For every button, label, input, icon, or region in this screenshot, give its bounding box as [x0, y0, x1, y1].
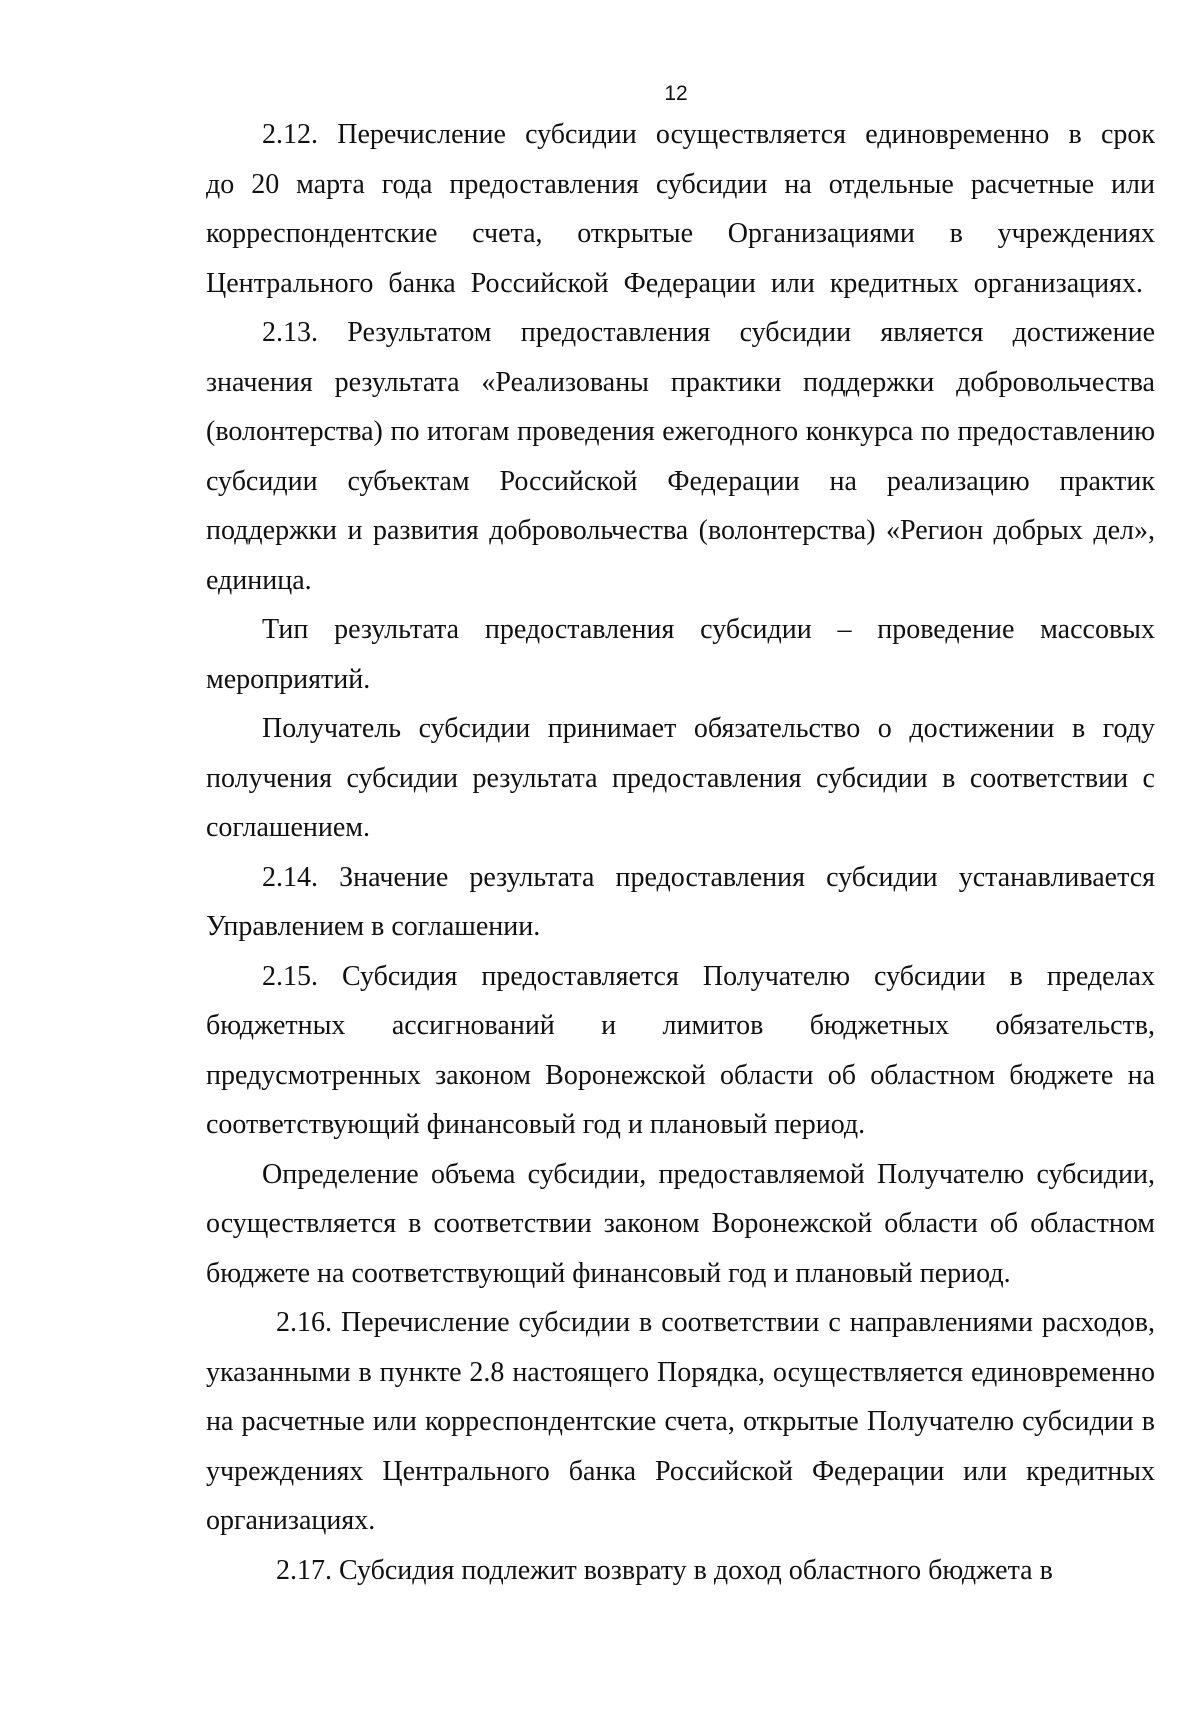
paragraph-2-13: 2.13. Результатом предоставления субсидии является достижение значения результата «Реализованы практики поддержки добровольчества (волонтерства) по итогам проведения ежегодного конкурса по предоставлению субсидии субъектам Российской Федерации на реализацию практик поддержки и развития добровольчества (волонтерства) «Регион добрых дел», единица. [206, 317, 1155, 596]
page-number: 12 [664, 82, 688, 105]
paragraph-2-16: 2.16. Перечисление субсидии в соответствии с направлениями расходов, указанными в пункте 2.8 настоящего Порядка, осуществляется единовременно на расчетные или корреспондентские счета, открытые Получателю субсидии в учреждениях Центрального банка Российской Федерации или кредитных организациях. [206, 1307, 1155, 1536]
paragraph-2-15: 2.15. Субсидия предоставляется Получателю субсидии в пределах бюджетных ассигнований и лимитов бюджетных обязательств, предусмотренных законом Воронежской области об областном бюджете на соответствующий финансовый год и плановый период. [206, 960, 1155, 1140]
paragraph-2-14: 2.14. Значение результата предоставления субсидии устанавливается Управлением в соглашении. [206, 861, 1155, 942]
paragraph-2-17: 2.17. Субсидия подлежит возврату в доход областного бюджета в [276, 1554, 1053, 1586]
paragraph-recipient-obligation: Получатель субсидии принимает обязательство о достижении в году получения субсидии результата предоставления субсидии в соответствии с соглашением. [206, 713, 1155, 843]
paragraph-2-12: 2.12. Перечисление субсидии осуществляется единовременно в срок до 20 марта года предоставления субсидии на отдельные расчетные или корреспондентские счета, открытые Организациями в учреждениях Центрального банка Российской Федерации или кредитных организациях. [206, 119, 1155, 299]
document-body [206, 110, 1155, 1595]
paragraph-subsidy-volume: Определение объема субсидии, предоставляемой Получателю субсидии, осуществляется в соответствии законом Воронежской области об областном бюджете на соответствующий финансовый год и плановый период. [206, 1158, 1155, 1289]
paragraph-result-type: Тип результата предоставления субсидии – проведение массовых мероприятий. [206, 614, 1155, 695]
